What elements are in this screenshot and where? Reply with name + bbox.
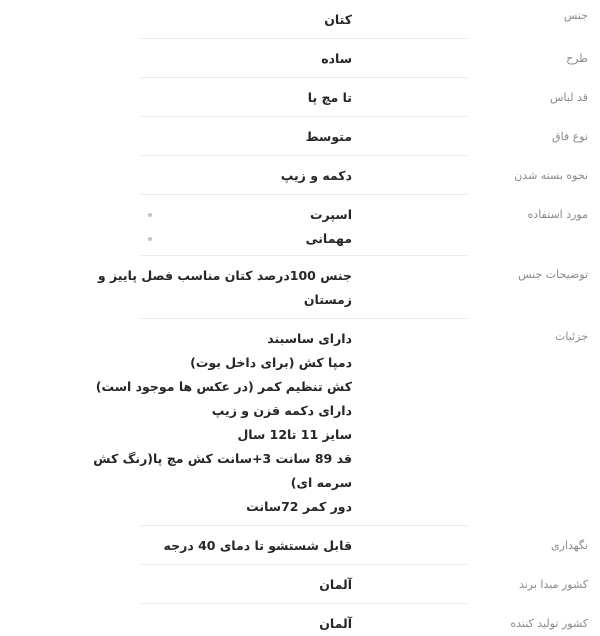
spec-value-line [95,375,352,399]
spec-value-line [156,471,352,495]
bullet-icon [148,237,152,241]
spec-value-line [156,288,352,312]
spec-value-text: اسپرت [309,207,352,222]
spec-value-text: سرمه ای) [290,475,352,490]
spec-value [156,86,352,110]
spec-value-line [156,125,352,149]
spec-value-text: آلمان [319,616,352,631]
spec-value-text: زمستان [303,292,352,307]
spec-row [97,256,588,319]
spec-value-line [156,573,352,597]
spec-value-text: تا مچ پا [307,90,352,105]
spec-value-text: قد 89 سانت 3+سانت کش مچ پا(رنگ کش [93,451,352,466]
spec-label: مورد استفاده [527,208,588,221]
spec-value-line [156,423,352,447]
spec-row [140,195,588,256]
spec-value-line [97,264,352,288]
spec-label: نحوه بسته شدن [514,169,588,182]
spec-row [93,319,588,526]
spec-value-text: قابل شستشو تا دمای 40 درجه [163,538,352,553]
spec-value [156,534,352,558]
spec-value-text: سایز 11 تا12 سال [237,427,352,442]
product-spec-list [93,0,588,636]
spec-value-text: دارای دکمه قزن و زیپ [211,403,352,418]
spec-label: قد لباس [550,91,588,104]
spec-label: طرح [566,52,588,65]
bullet-icon [148,213,152,217]
spec-label: نوع فاق [552,130,588,143]
spec-value-text: متوسط [305,129,352,144]
spec-label: کشور تولید کننده [510,617,588,630]
spec-row [140,117,588,156]
spec-row [140,526,588,565]
spec-row [140,156,588,195]
spec-value-line [156,612,352,636]
spec-value-line [156,534,352,558]
spec-label: جنس [563,9,588,22]
spec-row [140,604,588,636]
spec-value-line [156,164,352,188]
spec-value-line [156,227,352,251]
spec-value-line [156,8,352,32]
spec-value-text: آلمان [319,577,352,592]
spec-value [156,612,352,636]
spec-value-text: کتان [324,12,352,27]
spec-value-text: ساده [321,51,352,66]
spec-value-line [156,495,352,519]
spec-row [140,39,588,78]
spec-row [140,78,588,117]
spec-value-text: جنس 100درصد کتان مناسب فصل پاییز و [97,268,352,283]
spec-value [97,264,352,312]
spec-label: کشور مبدا برند [518,578,588,591]
spec-value-text: دمپا کش (برای داخل بوت) [190,355,352,370]
spec-value [156,125,352,149]
spec-value-line [93,447,352,471]
spec-value-line [156,86,352,110]
spec-value-text: دارای ساسبند [267,331,352,346]
spec-value-text: دکمه و زیپ [280,168,352,183]
spec-value-line [156,47,352,71]
spec-value [156,164,352,188]
spec-value [156,47,352,71]
spec-value [156,203,352,251]
spec-value-line [156,327,352,351]
spec-label: جزئیات [555,330,588,343]
spec-label: توضیحات جنس [518,268,588,281]
spec-value-line [156,351,352,375]
spec-value-text: دور کمر 72سانت [246,499,352,514]
spec-value-line [156,399,352,423]
spec-value [93,327,352,519]
spec-value-text: کش تنظیم کمر (در عکس ها موجود است) [95,379,352,394]
spec-value-line [156,203,352,227]
spec-value [156,573,352,597]
spec-label: نگهداری [551,539,588,552]
spec-value [156,8,352,32]
spec-row [140,0,588,39]
spec-value-text: مهمانی [305,231,352,246]
spec-row [140,565,588,604]
